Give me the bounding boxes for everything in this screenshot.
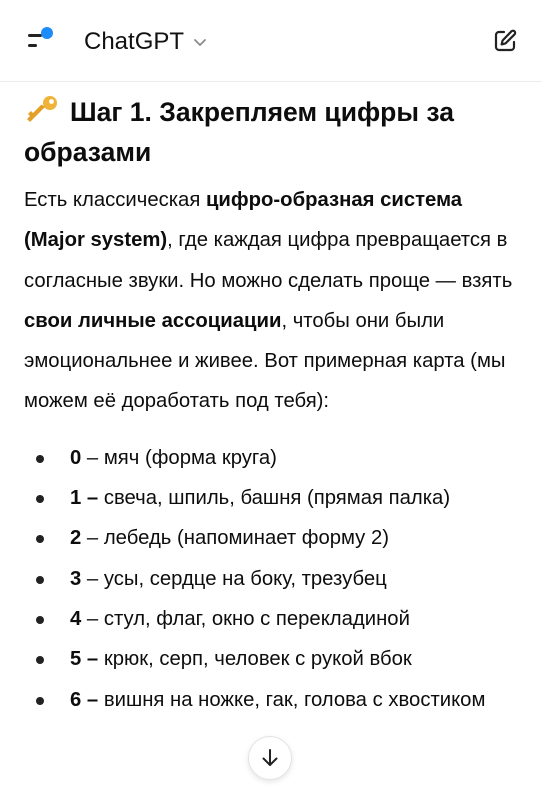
list-digit: 5 bbox=[70, 648, 82, 671]
key-emoji-icon bbox=[24, 95, 58, 125]
list-separator: – bbox=[81, 607, 104, 630]
list-item bbox=[24, 438, 524, 478]
list-text: мяч (форма круга) bbox=[103, 446, 277, 469]
list-item bbox=[24, 639, 524, 679]
digit-list bbox=[24, 438, 524, 720]
list-digit: 0 bbox=[70, 446, 82, 469]
list-text: свеча, шпиль, башня (прямая палка) bbox=[103, 487, 451, 510]
list-digit: 1 bbox=[70, 487, 82, 510]
model-name: ChatGPT bbox=[84, 28, 185, 55]
list-text: вишня на ножке, гак, голова с хвостиком bbox=[103, 688, 486, 711]
new-chat-button[interactable] bbox=[492, 28, 518, 54]
model-selector[interactable] bbox=[84, 27, 208, 57]
list-digit: 2 bbox=[70, 527, 82, 550]
list-text: крюк, серп, человек с рукой вбок bbox=[103, 648, 412, 671]
list-text: лебедь (напоминает форму 2) bbox=[103, 527, 389, 550]
list-item bbox=[24, 599, 524, 639]
section-heading bbox=[24, 92, 524, 172]
list-digit: 4 bbox=[70, 607, 82, 630]
list-item bbox=[24, 518, 524, 558]
list-item bbox=[24, 680, 524, 720]
edit-icon bbox=[496, 31, 515, 50]
arrow-down-icon bbox=[259, 747, 281, 769]
list-text: стул, флаг, окно с перекладиной bbox=[103, 607, 410, 630]
list-text: усы, сердце на боку, трезубец bbox=[103, 567, 387, 590]
assistant-message bbox=[24, 92, 524, 720]
sidebar-menu-button[interactable] bbox=[22, 24, 62, 58]
intro-text: Есть классическая bbox=[24, 189, 206, 211]
list-separator: – bbox=[81, 527, 104, 550]
list-item bbox=[24, 559, 524, 599]
list-digit: 3 bbox=[70, 567, 82, 590]
menu-icon bbox=[28, 34, 42, 37]
intro-bold-text: цифро-образная система (Major system) bbox=[24, 189, 463, 252]
list-separator: – bbox=[81, 648, 104, 671]
intro-bold-text: свои личные ассоциации bbox=[24, 309, 282, 332]
intro-text: , чтобы они были эмоциональнее и живее. Вот примерная карта (мы можем её доработать под тебя): bbox=[24, 309, 506, 413]
heading-text: Шаг 1. Закрепляем цифры за образами bbox=[24, 97, 454, 167]
list-separator: – bbox=[81, 688, 104, 711]
top-bar bbox=[0, 0, 542, 82]
list-separator: – bbox=[81, 567, 104, 590]
scroll-to-bottom-button[interactable] bbox=[248, 736, 292, 780]
notification-dot bbox=[41, 27, 53, 39]
intro-paragraph bbox=[24, 180, 524, 422]
menu-icon-line bbox=[28, 44, 37, 47]
intro-text: , где каждая цифра превращается в согласные звуки. Но можно сделать проще — взять bbox=[24, 229, 513, 292]
chevron-down-icon bbox=[192, 34, 208, 50]
list-digit: 6 bbox=[70, 688, 82, 711]
list-separator: – bbox=[81, 446, 104, 469]
list-separator: – bbox=[81, 487, 104, 510]
list-item bbox=[24, 478, 524, 518]
